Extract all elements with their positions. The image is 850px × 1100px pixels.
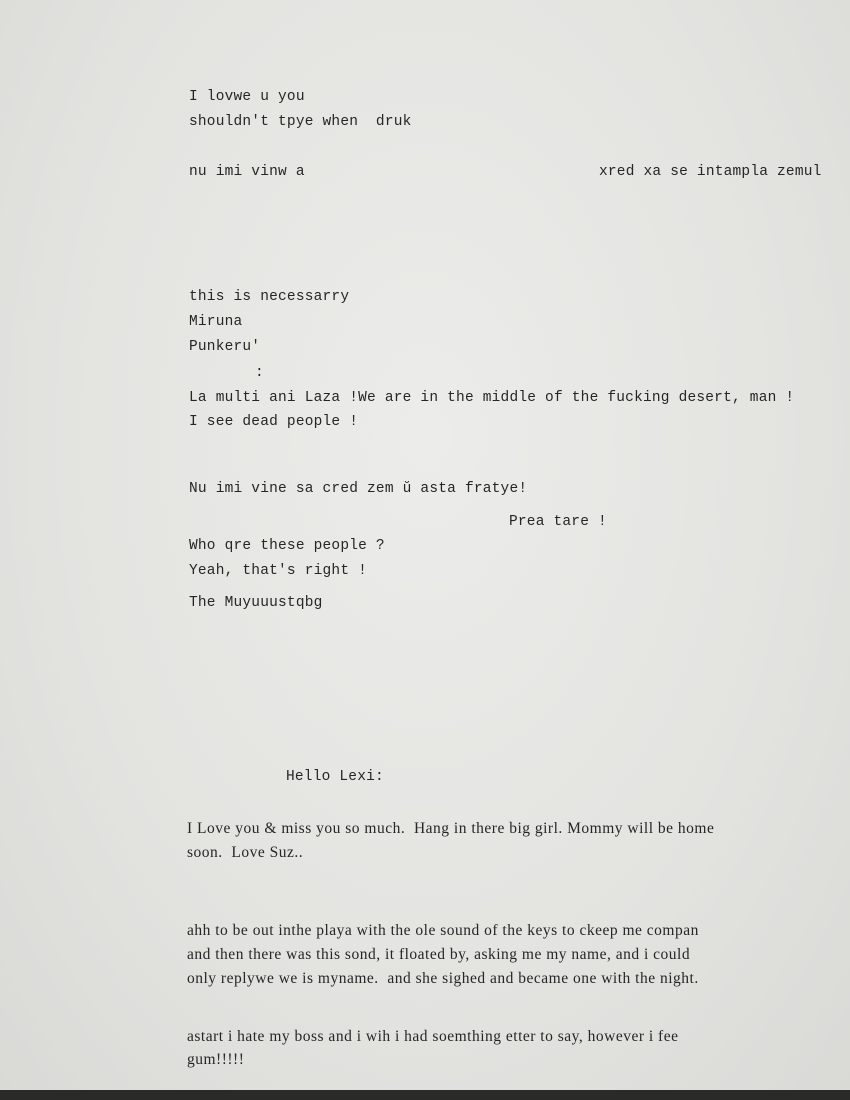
- text-line-17: I Love you & miss you so much. Hang in there big girl. Mommy will be home: [187, 820, 715, 837]
- text-line-18: soon. Love Suz..: [187, 844, 304, 861]
- text-line-7: Punkeru': [189, 339, 261, 355]
- text-line-9: La multi ani Laza !We are in the middle of the fucking desert, man !: [189, 390, 795, 406]
- text-line-11: Nu imi vine sa cred zem ŭ asta fratye!: [189, 481, 528, 497]
- text-line-22: astart i hate my boss and i wih i had soemthing etter to say, however i fee: [187, 1028, 679, 1045]
- text-line-3: nu imi vinw a: [189, 164, 305, 180]
- text-line-19: ahh to be out inthe playa with the ole sound of the keys to ckeep me compan: [187, 922, 699, 939]
- text-line-16: Hello Lexi:: [286, 769, 384, 785]
- text-line-15: The Muyuuustqbg: [189, 595, 323, 611]
- text-line-5: this is necessarry: [189, 289, 350, 305]
- text-line-10: I see dead people !: [189, 414, 359, 430]
- text-line-2: shouldn't tpye when druk: [189, 114, 412, 130]
- text-line-21: only replywe we is myname. and she sighed and became one with the night.: [187, 970, 699, 987]
- text-line-4: xred xa se intampla zemul: [599, 164, 822, 180]
- text-line-20: and then there was this sond, it floated by, asking me my name, and i could: [187, 946, 691, 963]
- text-line-12: Prea tare !: [509, 514, 607, 530]
- text-line-8: :: [255, 365, 264, 381]
- text-line-1: I lovwe u you: [189, 89, 305, 105]
- text-line-23: gum!!!!!: [187, 1051, 245, 1068]
- text-line-14: Yeah, that's right !: [189, 563, 368, 579]
- text-line-6: Miruna: [189, 314, 243, 330]
- text-line-13: Who qre these people ?: [189, 538, 385, 554]
